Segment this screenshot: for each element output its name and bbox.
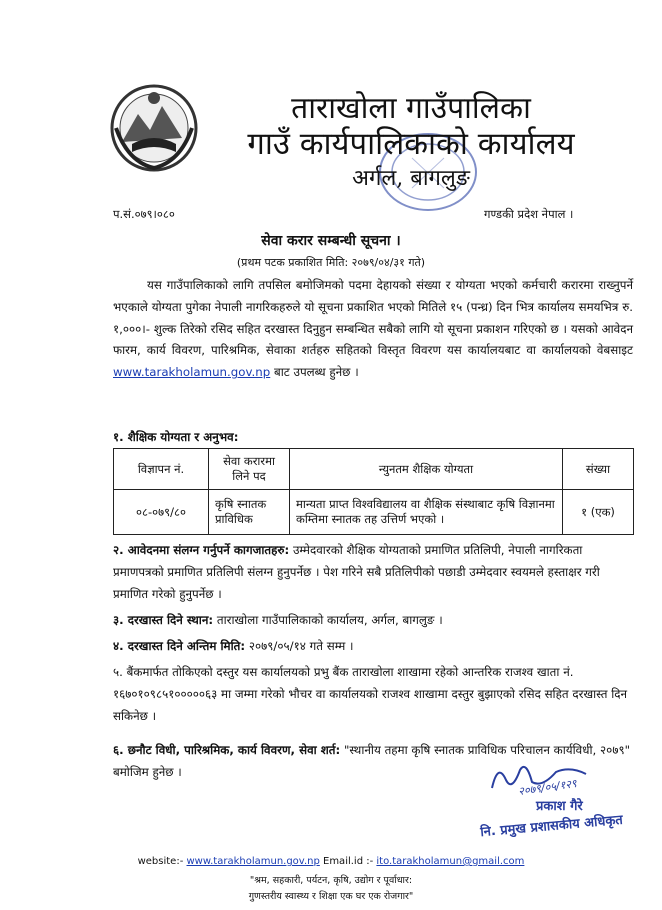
section-6-label: ६. छनौट विधी, पारिश्रमिक, कार्य विवरण, सेवा शर्त: — [113, 743, 341, 757]
signatory-title: नि. प्रमुख प्रशासकीय अधिकृत — [479, 812, 624, 841]
section-4-text: २०७९/०५/१४ गते सम्म । — [248, 639, 354, 653]
province-name: गण्डकी प्रदेश नेपाल । — [484, 207, 574, 221]
section-3-text: ताराखोला गाउँपालिकाको कार्यालय, अर्गल, बागलुङ । — [216, 613, 443, 627]
table-cell: ०८-०७९/८० — [114, 490, 209, 535]
table-header: सेवा करारमा लिने पद — [209, 449, 290, 490]
website-link[interactable]: www.tarakholamun.gov.np — [113, 365, 271, 380]
notice-subtitle: (प्रथम पटक प्रकाशित मिति: २०७९/०४/३१ गते) — [236, 256, 426, 269]
section-4-label: ४. दरखास्त दिने अन्तिम मिति: — [113, 639, 246, 653]
section-4 — [113, 636, 633, 658]
table-cell: मान्यता प्राप्त विश्वविद्यालय वा शैक्षिक संस्थाबाट कृषि विज्ञानमा कम्तिमा स्नातक तह उत्तिर्ण भएको । — [290, 490, 563, 535]
section-6-text: "स्थानीय तहमा कृषि स्नातक प्राविधिक परिचालन कार्यविधी, २०७९" बमोजिम हुनेछ । — [113, 743, 631, 779]
footer-slogan-2: गुणस्तरीय स्वास्थ्य र शिक्षा एक घर एक रोजगार" — [248, 891, 414, 902]
footer-website-link[interactable]: www.tarakholamun.gov.np — [186, 856, 320, 867]
footer-email-link[interactable]: ito.tarakholamun@gmail.com — [376, 856, 525, 867]
section-3-label: ३. दरखास्त दिने स्थान: — [113, 613, 214, 627]
intro-paragraph — [113, 275, 633, 384]
qualification-table — [113, 448, 634, 535]
intro-tail: बाट उपलब्ध हुनेछ । — [274, 365, 359, 380]
footer-contact — [0, 856, 662, 867]
signatory-name: प्रकाश गैरे — [536, 799, 583, 814]
office-name: गाउँ कार्यपालिकाको कार्यालय — [247, 126, 575, 162]
intro-text: यस गाउँपालिकाको लागि तपसिल बमोजिमको पदमा देहायको संख्या र योग्यता भएको कर्मचारी करारमा राख्नुपर्ने भएकाले योग्यता पुगेका नेपाली नागरिकहरुले यो सूचना प्रकाशित भएको मितिले १५ (पन्ध्र) दिन भित्र कार्यालय समयभित्र रु. १,०००।- शुल्क तिरेको रसिद सहित दरखास्त दिनुहुन सम्बन्धित सबैको लागि यो सूचना प्रकाशन गरिएको छ । यसको आवेदन फारम, कार्य विवरण, पारिश्रमिक, सेवाका शर्तहरु सहितको विस्तृत विवरण यस कार्यालयबाट वा कार्यालयको वेबसाइट — [113, 278, 633, 358]
section-2-label: २. आवेदनमा संलग्न गर्नुपर्ने कागजातहरु: — [113, 543, 290, 557]
footer-email-label: Email.id :- — [323, 856, 374, 867]
section-1-heading: १. शैक्षिक योग्यता र अनुभव: — [113, 430, 239, 444]
notice-title: सेवा करार सम्बन्धी सूचना । — [261, 233, 401, 249]
table-cell: १ (एक) — [563, 490, 634, 535]
table-row — [114, 490, 634, 535]
signature-date: २०७९/०५/१२९ — [517, 776, 578, 799]
table-header: विज्ञापन नं. — [114, 449, 209, 490]
footer-website-label: website:- — [137, 856, 184, 867]
table-header: संख्या — [563, 449, 634, 490]
section-2-text: उम्मेदवारको शैक्षिक योग्यताको प्रमाणित प्रतिलिपी, नेपाली नागरिकता प्रमाणपत्रको प्रमाणित प्रतिलिपी संलग्न हुनुपर्नेछ । पेश गरिने सबै प्रतिलिपीको पछाडी उम्मेदवार स्वयमले हस्ताक्षर गरी प्रमाणित गरेको हुनुपर्नेछ । — [113, 543, 600, 601]
section-2 — [113, 540, 633, 605]
reference-number: प.सं.०७९।०८० — [113, 207, 175, 221]
municipality-name: ताराखोला गाउँपालिका — [291, 91, 531, 126]
table-header: न्युनतम शैक्षिक योग्यता — [290, 449, 563, 490]
table-header-row — [114, 449, 634, 490]
table-cell: कृषि स्नातक प्राविधिक — [209, 490, 290, 535]
office-address: अर्गल, बागलुङ — [352, 166, 470, 191]
section-3 — [113, 610, 633, 632]
footer-slogan-1: "श्रम, सहकारी, पर्यटन, कृषि, उद्योग र पूर्वाधार: — [249, 875, 413, 886]
section-5: ५. बैंकमार्फत तोकिएको दस्तुर यस कार्यालयको प्रभु बैंक ताराखोला शाखामा रहेको आन्तरिक राजश्व खाता नं. १६७०१०९८५१०००००६३ मा जम्मा गरेको भौचर वा कार्यालयको राजश्व शाखामा दस्तुर बुझाएको रसिद सहित दरखास्त दिन सकिनेछ । — [113, 665, 628, 723]
